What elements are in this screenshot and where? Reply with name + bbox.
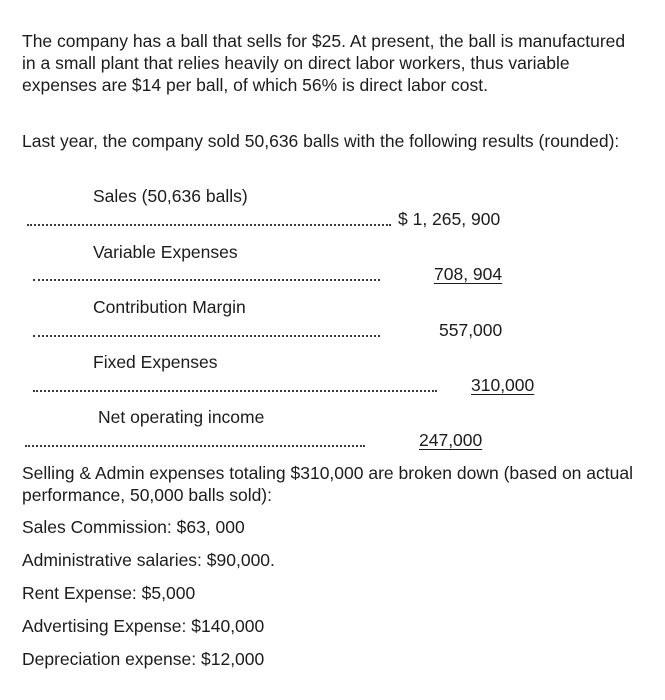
sales-leader	[27, 224, 391, 226]
contribution-margin-leader	[33, 335, 380, 337]
fixed-expenses-label: Fixed Expenses	[93, 352, 218, 372]
breakdown-intro: Selling & Admin expenses totaling $310,000 are broken down (based on actual performance, 50,000 balls sold):	[22, 463, 633, 505]
list-item-depreciation-expense: Depreciation expense: $12,000	[22, 649, 265, 669]
variable-expenses-amount: 708, 904	[434, 264, 503, 284]
net-operating-income-label: Net operating income	[98, 407, 265, 427]
sales-label: Sales (50,636 balls)	[93, 186, 248, 206]
list-item-sales-commission: Sales Commission: $63, 000	[22, 517, 245, 537]
intro-paragraph: The company has a ball that sells for $25. At present, the ball is manufactured in a small plant that relies heavily on direct labor workers, thus variable expenses are $14 per ball, of which 56% is direct labor cost.	[22, 31, 626, 95]
list-item-rent-expense: Rent Expense: $5,000	[22, 583, 196, 603]
sales-amount: $ 1, 265, 900	[398, 209, 501, 229]
list-item-administrative-salaries: Administrative salaries: $90,000.	[22, 550, 275, 570]
net-operating-income-leader	[25, 445, 365, 447]
last-year-paragraph: Last year, the company sold 50,636 balls with the following results (rounded):	[22, 131, 620, 151]
contribution-margin-amount: 557,000	[439, 320, 503, 340]
variable-expenses-leader	[33, 279, 380, 281]
fixed-expenses-amount: 310,000	[471, 375, 535, 395]
contribution-margin-label: Contribution Margin	[93, 297, 246, 317]
list-item-advertising-expense: Advertising Expense: $140,000	[22, 616, 265, 636]
net-operating-income-amount: 247,000	[419, 430, 483, 450]
variable-expenses-label: Variable Expenses	[93, 242, 238, 262]
fixed-expenses-leader	[33, 390, 437, 392]
